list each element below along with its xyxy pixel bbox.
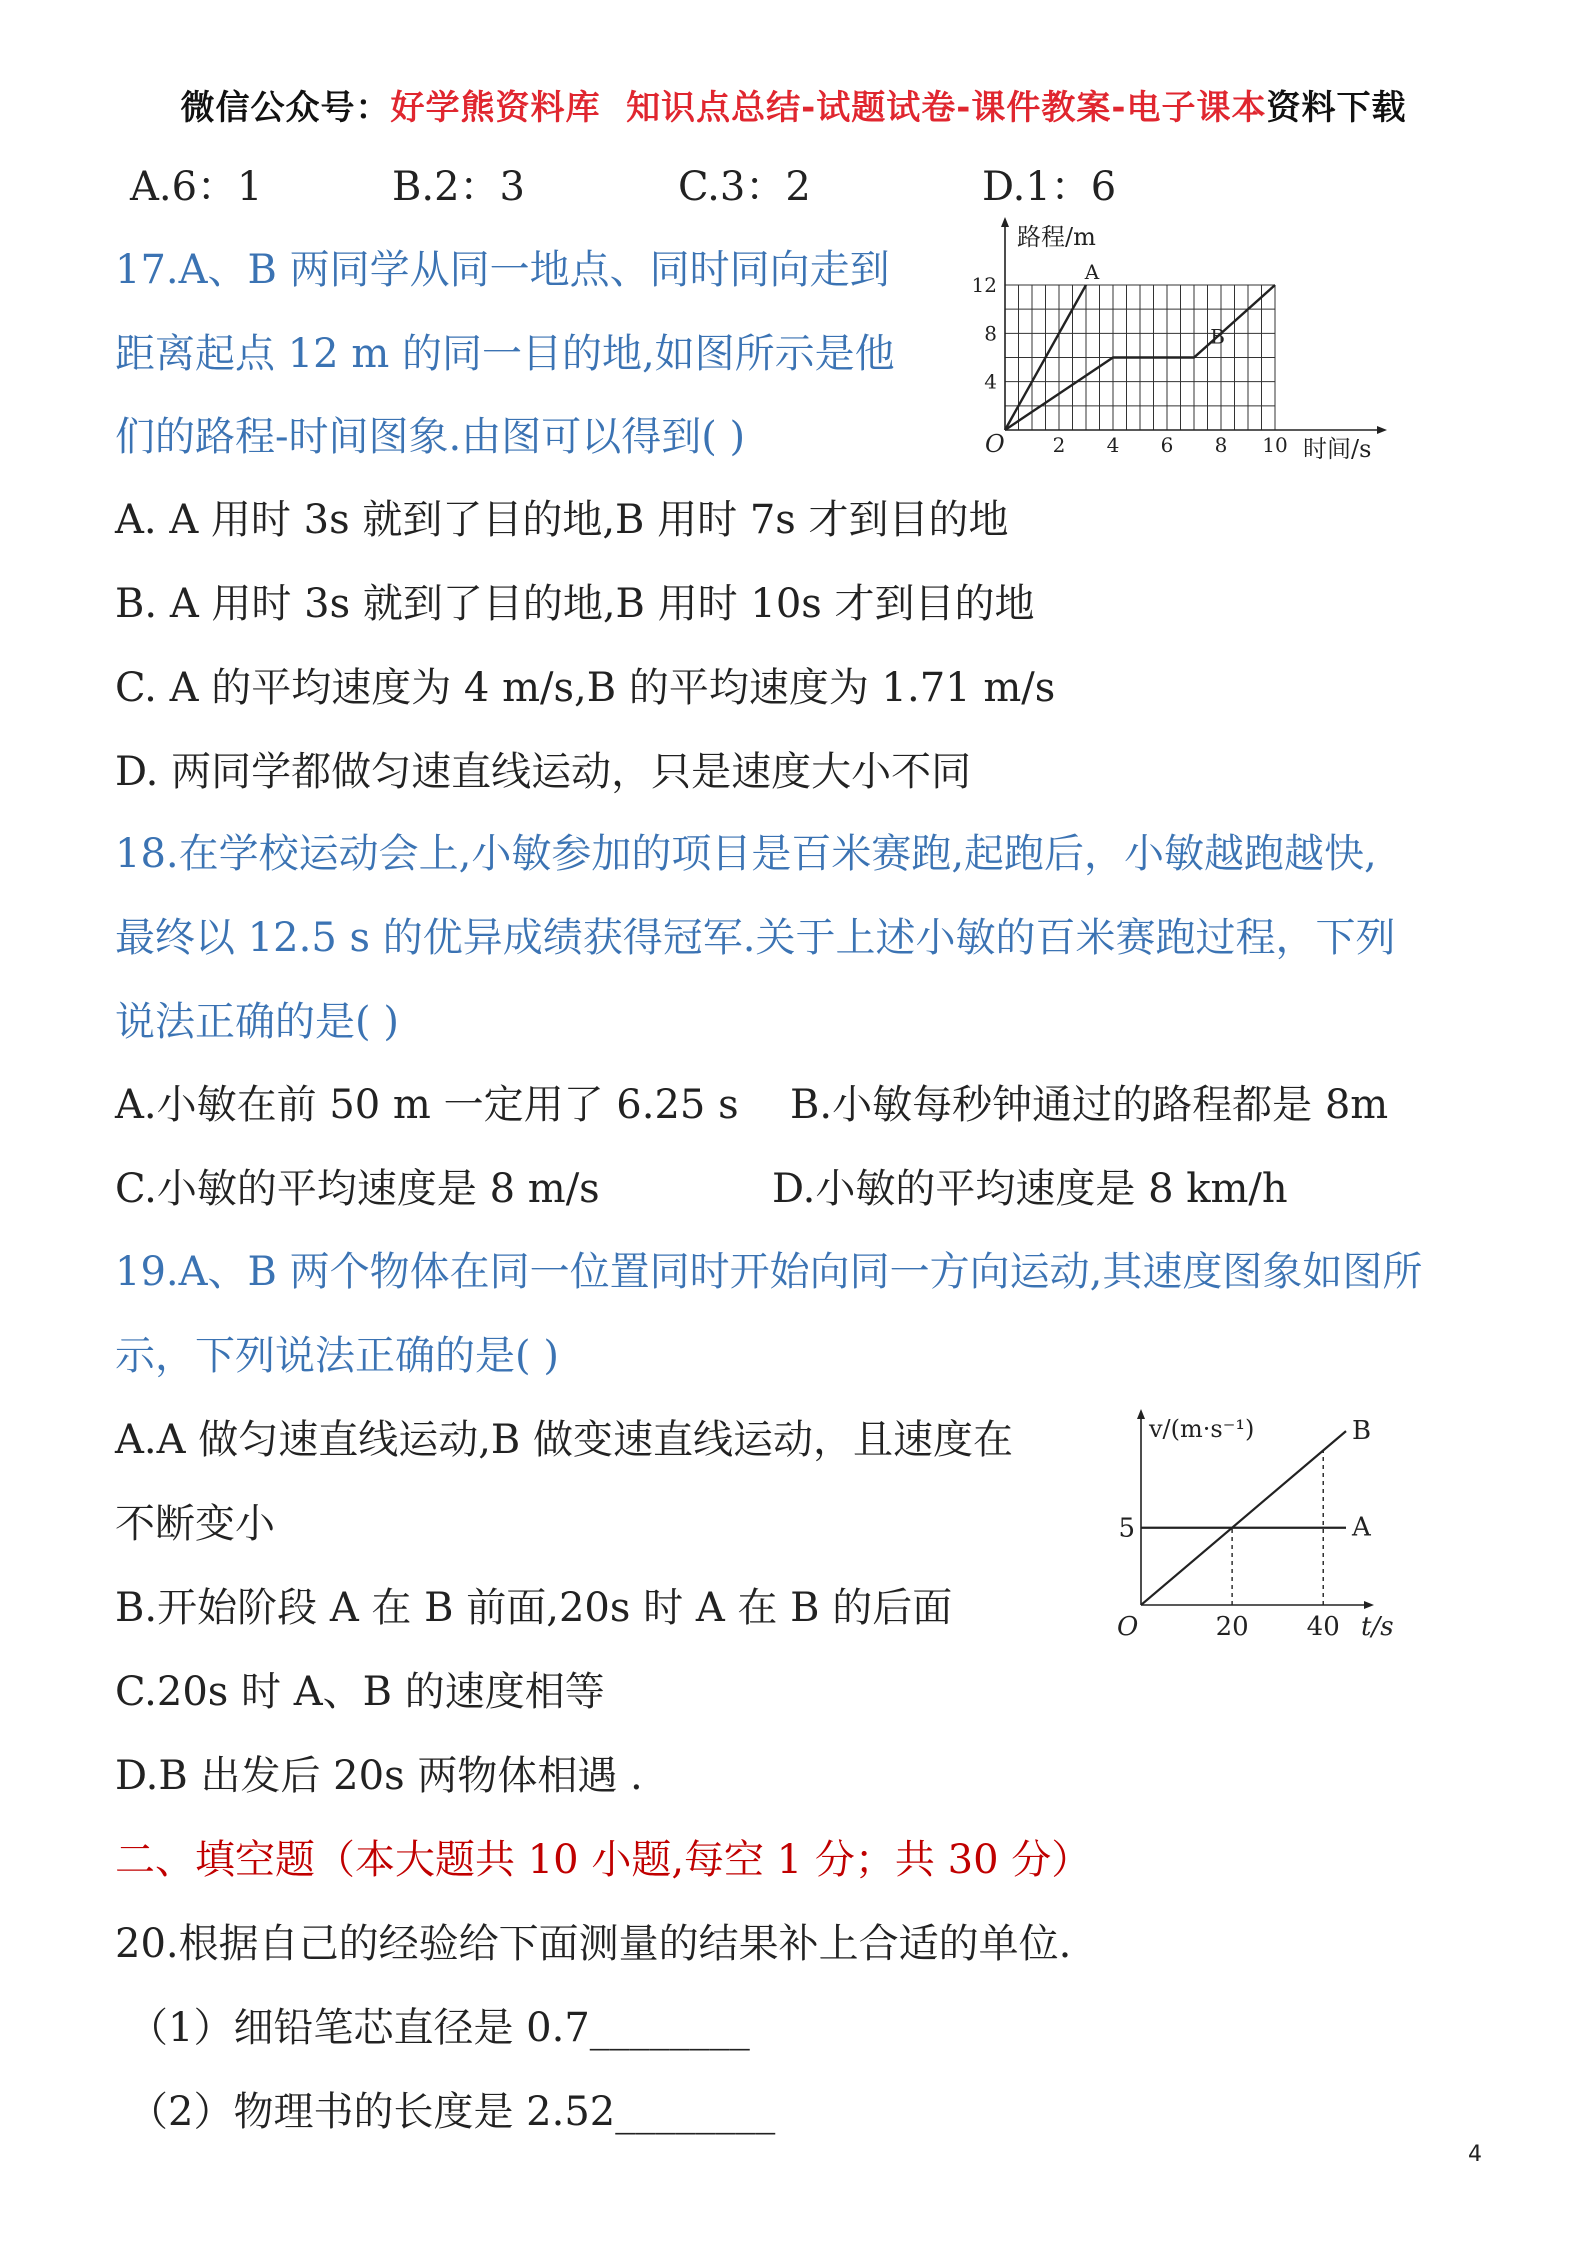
y-axis-arrow-icon <box>1001 217 1009 227</box>
q17-distance-time-chart <box>955 215 1455 475</box>
y-tick-label: 8 <box>984 321 997 346</box>
q18-option-a: A.小敏在前 50 m 一定用了 6.25 s <box>115 1082 739 1128</box>
q19-option-b: B.开始阶段 A 在 B 前面,20s 时 A 在 B 的后面 <box>115 1585 953 1631</box>
y-tick-label: 12 <box>971 273 997 297</box>
section-2-heading: 二、填空题（本大题共 10 小题,每空 1 分；共 30 分） <box>115 1837 1092 1883</box>
x-tick-label: 20 <box>1215 1612 1249 1642</box>
q19-velocity-time-chart <box>1105 1405 1415 1655</box>
y-axis-arrow-icon <box>1137 1409 1145 1419</box>
q17-stem-line-2: 距离起点 12 m 的同一目的地,如图所示是他 <box>115 331 895 377</box>
header-suffix: 资料下载 <box>1266 88 1407 128</box>
x-axis-arrow-icon <box>1377 426 1387 434</box>
header-tags: 知识点总结-试题试卷-课件教案-电子课本 <box>626 88 1267 128</box>
page-header <box>0 80 1587 129</box>
q16-option-c: C.3：2 <box>678 164 811 210</box>
x-axis-arrow-icon <box>1364 1601 1374 1609</box>
y-tick-label: 5 <box>1118 1513 1135 1544</box>
header-brand: 好学熊资料库 <box>390 88 601 128</box>
q19-stem-line-2: 示，下列说法正确的是( ) <box>115 1333 559 1379</box>
x-tick-label: 40 <box>1306 1612 1340 1642</box>
q20-item-1: （1）细铅笔芯直径是 0.7________ <box>128 2005 750 2051</box>
page-number: 4 <box>1468 2142 1482 2167</box>
q17-stem-line-3: 们的路程-时间图象.由图可以得到( ) <box>115 414 746 460</box>
q20-item-2: （2）物理书的长度是 2.52________ <box>128 2089 776 2135</box>
q17-stem-line-1: 17.A、B 两同学从同一地点、同时同向走到 <box>115 247 890 293</box>
x-tick-label: 2 <box>1052 433 1066 457</box>
x-tick-label: 4 <box>1106 433 1120 457</box>
q17-option-b: B. A 用时 3s 就到了目的地,B 用时 10s 才到目的地 <box>115 581 1035 627</box>
q18-stem-line-2: 最终以 12.5 s 的优异成绩获得冠军.关于上述小敏的百米赛跑过程，下列 <box>115 915 1396 961</box>
q19-option-a-cont: 不断变小 <box>115 1501 275 1547</box>
q16-option-d: D.1：6 <box>982 164 1117 210</box>
q17-option-a: A. A 用时 3s 就到了目的地,B 用时 7s 才到目的地 <box>115 497 1009 543</box>
y-axis-label: v/(m·s⁻¹) <box>1149 1415 1255 1443</box>
y-tick-label: 4 <box>984 369 997 394</box>
q18-option-b: B.小敏每秒钟通过的路程都是 8m <box>790 1082 1389 1128</box>
series-label-a: A <box>1084 260 1100 284</box>
q18-stem-line-1: 18.在学校运动会上,小敏参加的项目是百米赛跑,起跑后，小敏越跑越快, <box>115 831 1377 877</box>
series-label-b: B <box>1352 1416 1372 1447</box>
x-axis-label: t/s <box>1361 1612 1394 1642</box>
x-tick-label: 8 <box>1214 433 1228 457</box>
q19-stem-line-1: 19.A、B 两个物体在同一位置同时开始向同一方向运动,其速度图象如图所 <box>115 1249 1423 1295</box>
series-line-b <box>1141 1431 1346 1605</box>
q16-option-a: A.6：1 <box>130 164 263 210</box>
q19-option-c: C.20s 时 A、B 的速度相等 <box>115 1669 605 1715</box>
header-prefix: 微信公众号： <box>180 88 391 128</box>
x-tick-label: 10 <box>1262 433 1288 457</box>
series-label-b: B <box>1210 324 1225 349</box>
series-label-a: A <box>1352 1512 1371 1543</box>
origin-label: O <box>1117 1612 1139 1642</box>
x-axis-label: 时间/s <box>1303 435 1372 463</box>
x-tick-label: 6 <box>1160 433 1174 457</box>
q18-stem-line-3: 说法正确的是( ) <box>115 999 399 1045</box>
origin-label: O <box>985 430 1005 458</box>
q16-option-b: B.2：3 <box>392 164 526 210</box>
q17-option-c: C. A 的平均速度为 4 m/s,B 的平均速度为 1.71 m/s <box>115 665 1056 711</box>
y-axis-label: 路程/m <box>1017 223 1096 251</box>
q18-option-c: C.小敏的平均速度是 8 m/s <box>115 1166 600 1212</box>
q17-option-d: D. 两同学都做匀速直线运动，只是速度大小不同 <box>115 749 972 795</box>
q20-stem: 20.根据自己的经验给下面测量的结果补上合适的单位. <box>115 1921 1072 1967</box>
q18-option-d: D.小敏的平均速度是 8 km/h <box>772 1166 1288 1212</box>
q19-option-a: A.A 做匀速直线运动,B 做变速直线运动，且速度在 <box>115 1417 1014 1463</box>
q19-option-d: D.B 出发后 20s 两物体相遇 . <box>115 1753 643 1799</box>
